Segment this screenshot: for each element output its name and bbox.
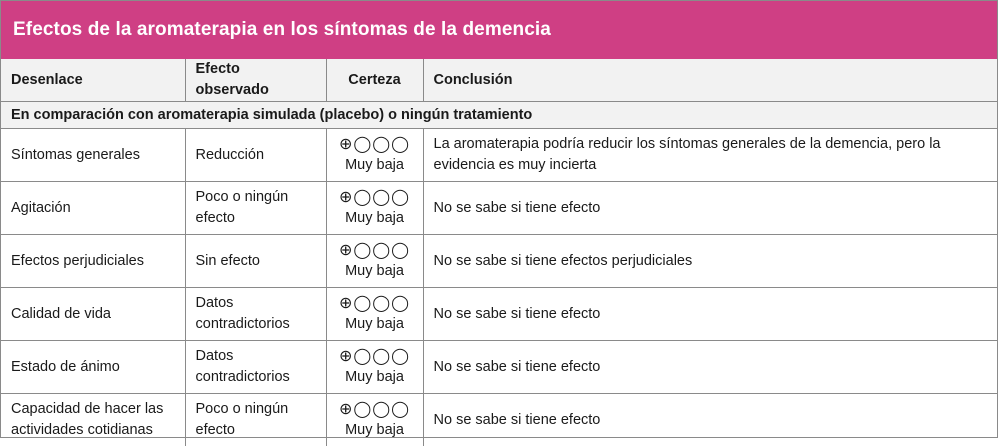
header-certainty: Certeza [326, 59, 423, 102]
header-effect: Efecto observado [185, 59, 326, 102]
section-label: En comparación con aromaterapia simulada (placebo) o ningún tratamiento [1, 102, 997, 129]
table-row [1, 394, 997, 446]
effect-cell: Reducción [185, 129, 326, 182]
effect-cell: Poco o ningún efecto [185, 394, 326, 446]
certainty-cell [326, 129, 423, 182]
title-bar [1, 1, 997, 59]
table-row [1, 235, 997, 288]
outcome-cell: Capacidad de hacer las actividades cotidianas [1, 394, 185, 446]
certainty-cell [326, 394, 423, 446]
table-row [1, 341, 997, 394]
conclusion-cell: No se sabe si tiene efecto [423, 394, 997, 446]
header-outcome: Desenlace [1, 59, 185, 102]
effect-cell: Datos contradictorios [185, 288, 326, 341]
certainty-label: Muy baja [345, 314, 404, 335]
effect-cell: Sin efecto [185, 235, 326, 288]
effect-cell: Poco o ningún efecto [185, 182, 326, 235]
certainty-rating-icon: ⊕◯◯◯ [339, 400, 410, 420]
table-row [1, 182, 997, 235]
certainty-label: Muy baja [345, 208, 404, 229]
section-row [1, 102, 997, 129]
certainty-label: Muy baja [345, 261, 404, 282]
outcome-cell: Agitación [1, 182, 185, 235]
certainty-rating-icon: ⊕◯◯◯ [339, 241, 410, 261]
conclusion-cell: No se sabe si tiene efecto [423, 182, 997, 235]
certainty-rating-icon: ⊕◯◯◯ [339, 294, 410, 314]
certainty-rating-icon: ⊕◯◯◯ [339, 188, 410, 208]
conclusion-cell: No se sabe si tiene efectos perjudiciales [423, 235, 997, 288]
header-row [1, 59, 997, 102]
table-row [1, 129, 997, 182]
certainty-cell [326, 182, 423, 235]
certainty-cell [326, 288, 423, 341]
outcome-cell: Calidad de vida [1, 288, 185, 341]
evidence-table [1, 59, 997, 446]
certainty-rating-icon: ⊕◯◯◯ [339, 135, 410, 155]
outcome-cell: Efectos perjudiciales [1, 235, 185, 288]
conclusion-cell: No se sabe si tiene efecto [423, 341, 997, 394]
conclusion-cell: No se sabe si tiene efecto [423, 288, 997, 341]
certainty-label: Muy baja [345, 420, 404, 441]
outcome-cell: Estado de ánimo [1, 341, 185, 394]
table-title: Efectos de la aromaterapia en los síntomas de la demencia [13, 19, 551, 41]
certainty-cell [326, 235, 423, 288]
certainty-cell [326, 341, 423, 394]
effect-cell: Datos contradictorios [185, 341, 326, 394]
outcome-cell: Síntomas generales [1, 129, 185, 182]
header-conclusion: Conclusión [423, 59, 997, 102]
certainty-rating-icon: ⊕◯◯◯ [339, 347, 410, 367]
conclusion-cell: La aromaterapia podría reducir los síntomas generales de la demencia, pero la evidencia es muy incierta [423, 129, 997, 182]
certainty-label: Muy baja [345, 155, 404, 176]
certainty-label: Muy baja [345, 367, 404, 388]
table-row [1, 288, 997, 341]
